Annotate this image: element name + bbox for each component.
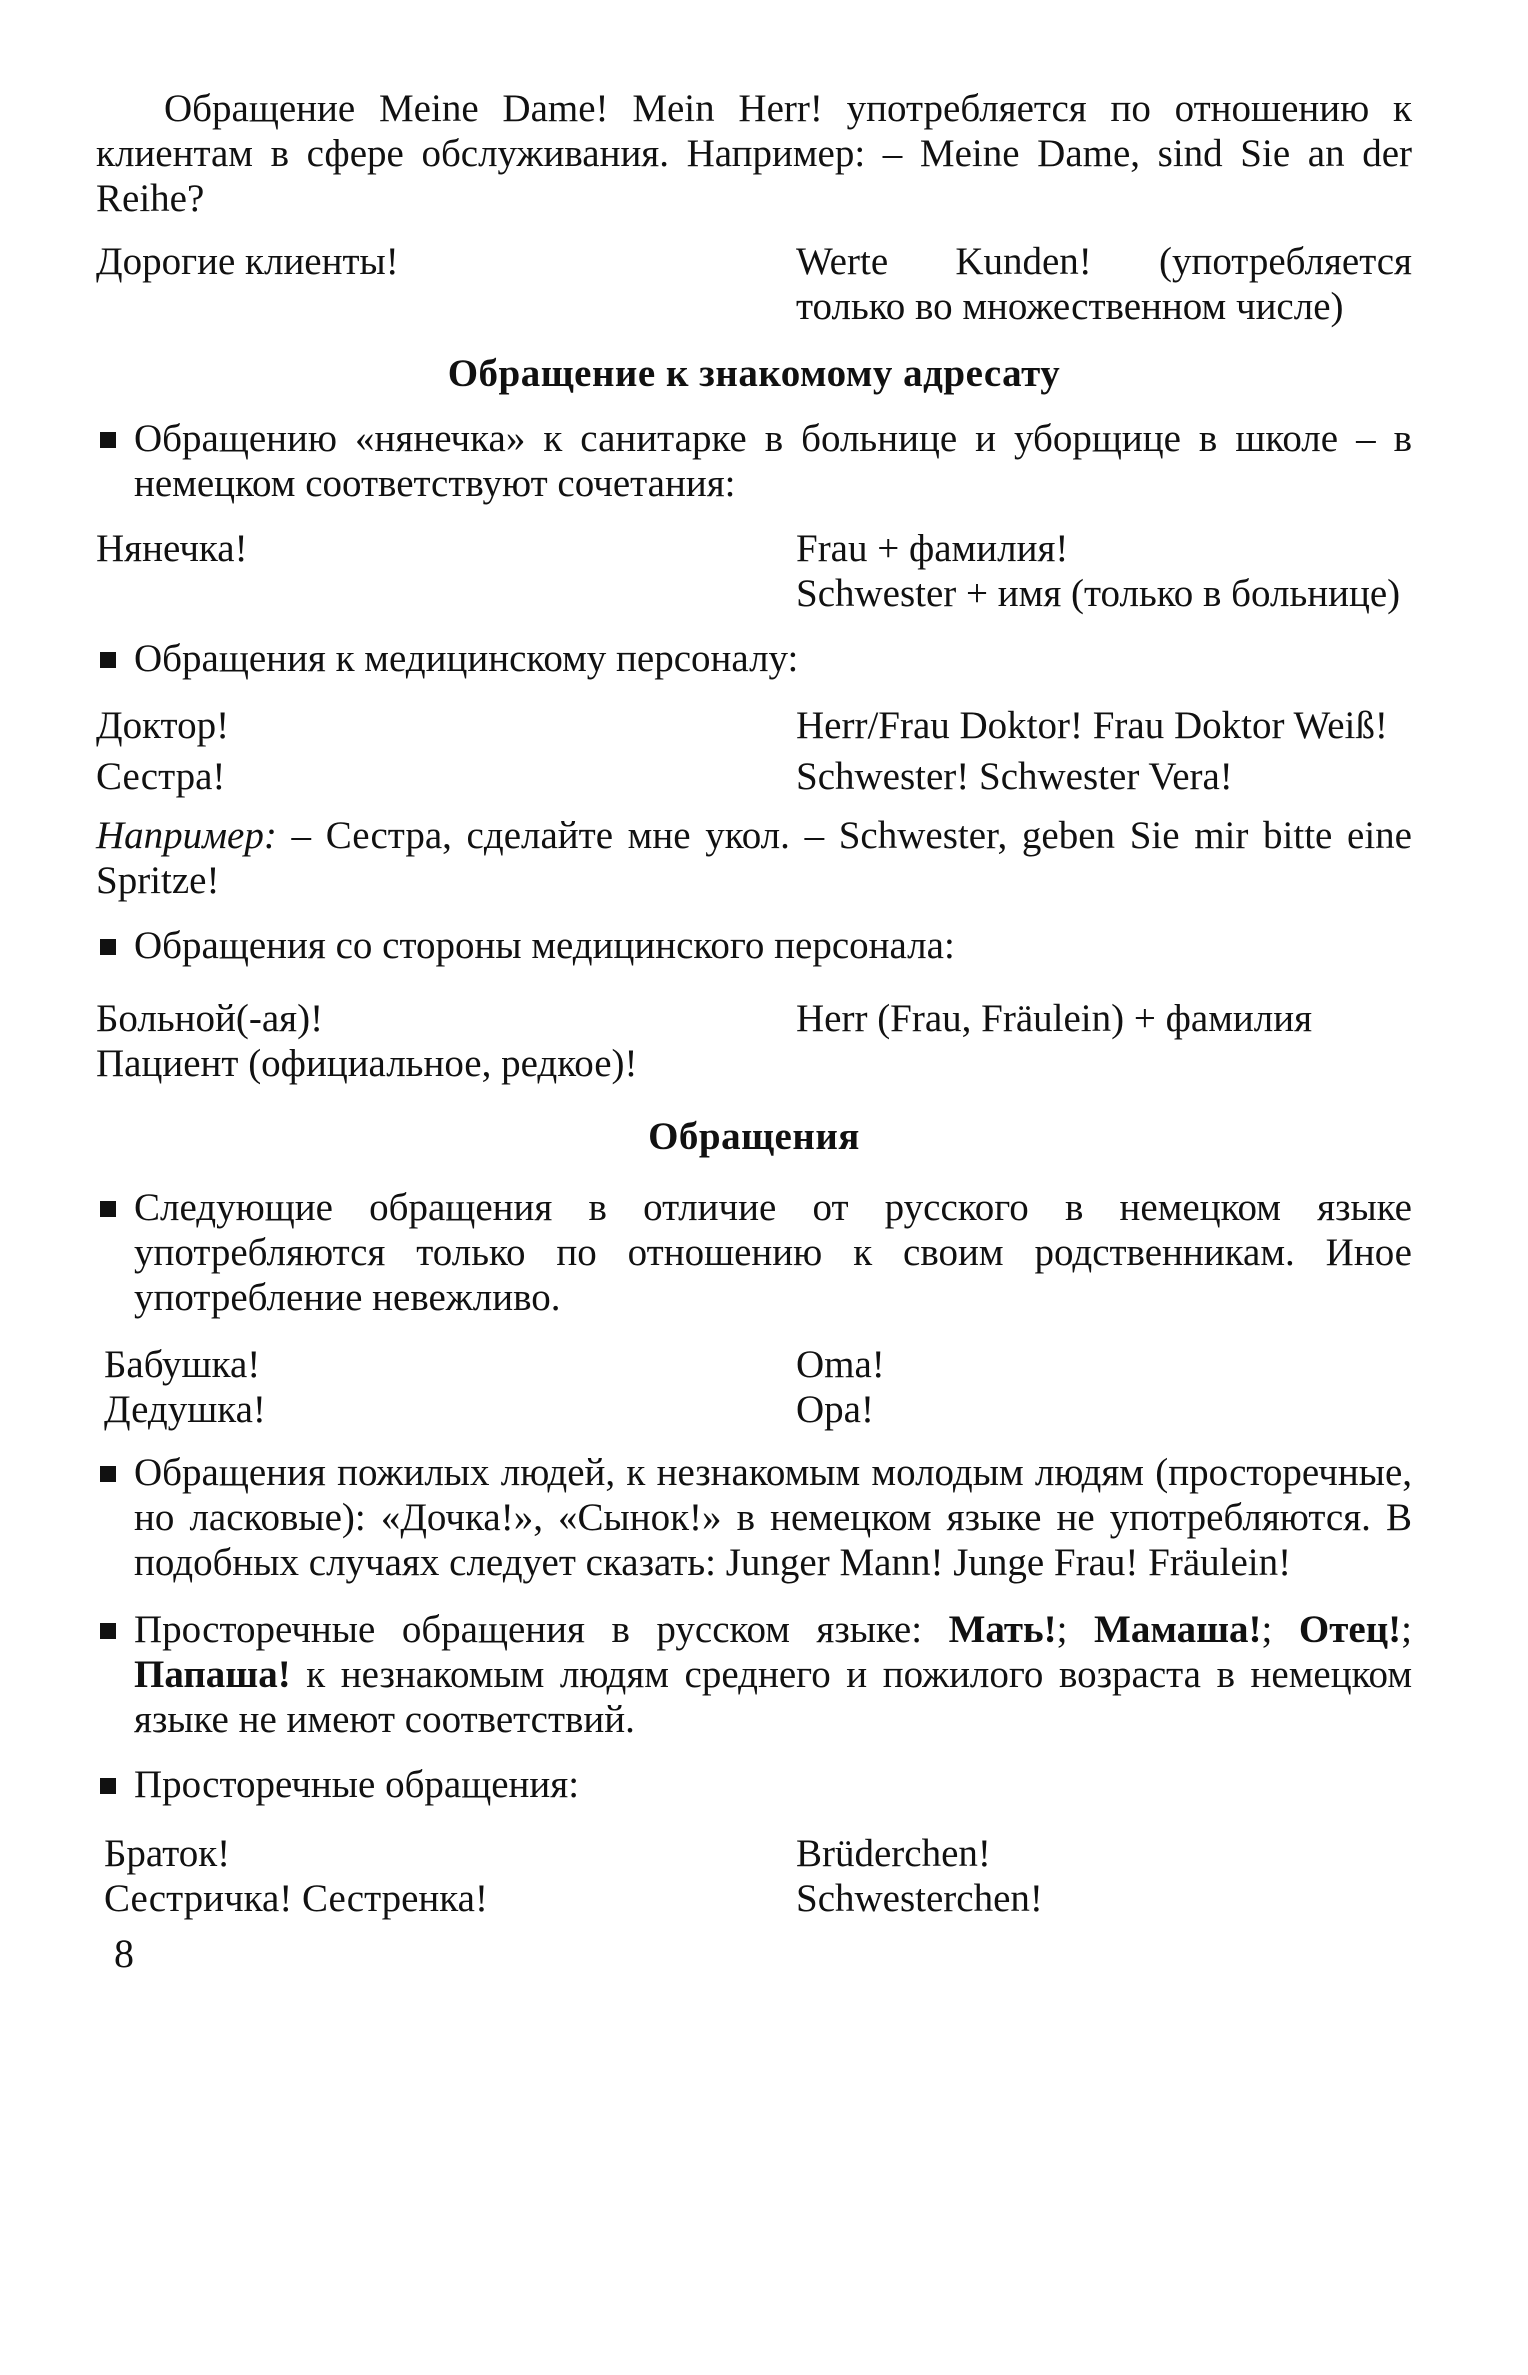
ru-phrase: Браток! bbox=[104, 1832, 231, 1875]
bullet-text: Обращению «нянечка» к санитарке в больнице и уборщице в школе – в немецком соответствуют сочетания: bbox=[134, 417, 1412, 505]
bullet-text: Обращения со стороны медицинского персонала: bbox=[134, 924, 955, 967]
text-part: Просторечные обращения в русском языке: bbox=[134, 1608, 949, 1651]
bullet-from-medical-staff bbox=[96, 923, 1412, 968]
bold-term: Мамаша! bbox=[1094, 1608, 1262, 1651]
bullet-relatives bbox=[96, 1185, 1412, 1320]
bullet-square-icon bbox=[100, 939, 116, 955]
ru-phrase: Сестра! bbox=[96, 755, 226, 798]
ru-phrase: Нянечка! bbox=[96, 527, 248, 570]
bold-term: Папаша! bbox=[134, 1653, 291, 1696]
separator: ; bbox=[1056, 1608, 1095, 1651]
pair-doctor bbox=[96, 703, 1412, 748]
ru-phrase: Доктор! bbox=[96, 704, 230, 747]
bullet-text bbox=[134, 1607, 1412, 1742]
pair-brother bbox=[96, 1831, 1412, 1876]
pair-patient bbox=[96, 996, 1412, 1086]
de-phrase: Oma! bbox=[796, 1343, 885, 1386]
bullet-colloquial bbox=[96, 1762, 1412, 1807]
text-part: к незнакомым людям среднего и пожилого возраста в немецком языке не имеют соответствий. bbox=[134, 1653, 1412, 1741]
de-phrase-line2: Schwester + имя (только в больнице) bbox=[796, 572, 1401, 615]
example-label: Например: bbox=[96, 814, 277, 857]
bullet-colloquial-russian bbox=[96, 1607, 1412, 1742]
bullet-text: Просторечные обращения: bbox=[134, 1763, 580, 1806]
de-phrase: Werte Kunden! (употребляется только во множественном числе) bbox=[796, 240, 1412, 328]
pair-sister bbox=[96, 1876, 1412, 1921]
bullet-square-icon bbox=[100, 432, 116, 448]
page-number: 8 bbox=[114, 1931, 134, 1976]
de-phrase: Brüderchen! bbox=[796, 1832, 991, 1875]
pair-clients bbox=[96, 239, 1412, 329]
bullet-medical-staff bbox=[96, 636, 1412, 681]
pair-nurse bbox=[96, 754, 1412, 799]
ru-phrase-line2: Пациент (официальное, редкое)! bbox=[96, 1042, 638, 1085]
ru-phrase-line1: Больной(-ая)! bbox=[96, 997, 324, 1040]
separator: ; bbox=[1401, 1608, 1412, 1651]
separator: ; bbox=[1261, 1608, 1299, 1651]
book-page bbox=[96, 86, 1412, 1976]
ru-phrase: Бабушка! bbox=[104, 1343, 261, 1386]
de-phrase: Schwesterchen! bbox=[796, 1877, 1043, 1920]
bullet-elderly bbox=[96, 1450, 1412, 1585]
bold-term: Отец! bbox=[1298, 1608, 1402, 1651]
intro-paragraph: Обращение Meine Dame! Mein Herr! употребляется по отношению к клиентам в сфере обслуживания. Например: – Meine Dame, sind Sie an der Reihe? bbox=[96, 87, 1412, 220]
de-phrase-line1: Frau + фамилия! bbox=[796, 527, 1069, 570]
bullet-square-icon bbox=[100, 1466, 116, 1482]
de-phrases bbox=[796, 526, 1412, 616]
de-phrase: Schwester! Schwester Vera! bbox=[796, 755, 1233, 798]
section-heading-known-addressee: Обращение к знакомому адресату bbox=[447, 352, 1061, 395]
de-phrase: Herr (Frau, Fräulein) + фамилия bbox=[796, 997, 1313, 1040]
bullet-square-icon bbox=[100, 1623, 116, 1639]
example-text: – Сестра, сделайте мне укол. – Schwester, geben Sie mir bitte eine Spritze! bbox=[96, 814, 1412, 902]
ru-phrase: Сестричка! Сестренка! bbox=[104, 1877, 488, 1920]
de-phrase: Herr/Frau Doktor! Frau Doktor Weiß! bbox=[796, 704, 1388, 747]
example-paragraph bbox=[96, 813, 1412, 903]
ru-phrase: Дорогие клиенты! bbox=[96, 240, 399, 283]
pair-grandpa bbox=[96, 1387, 1412, 1432]
ru-phrase: Дедушка! bbox=[104, 1388, 266, 1431]
bullet-nanny bbox=[96, 416, 1412, 506]
pair-nanny bbox=[96, 526, 1412, 616]
de-phrase: Opa! bbox=[796, 1388, 874, 1431]
bullet-text: Обращения к медицинскому персоналу: bbox=[134, 637, 799, 680]
bold-term: Мать! bbox=[948, 1608, 1057, 1651]
bullet-text: Обращения пожилых людей, к незнакомым молодым людям (просторечные, но ласковые): «Дочка!», «Сынок!» в немецком языке не употребляются. В подобных случаях следует сказать: Junger Mann! Junge Frau! Fräulein! bbox=[134, 1451, 1412, 1584]
bullet-square-icon bbox=[100, 1778, 116, 1794]
bullet-text: Следующие обращения в отличие от русского в немецком языке употребляются только по отношению к своим родственникам. Иное употребление невежливо. bbox=[134, 1186, 1412, 1319]
pair-grandma bbox=[96, 1342, 1412, 1387]
section-heading-forms: Обращения bbox=[648, 1115, 860, 1158]
bullet-square-icon bbox=[100, 1201, 116, 1217]
ru-phrases bbox=[96, 996, 716, 1086]
bullet-square-icon bbox=[100, 652, 116, 668]
